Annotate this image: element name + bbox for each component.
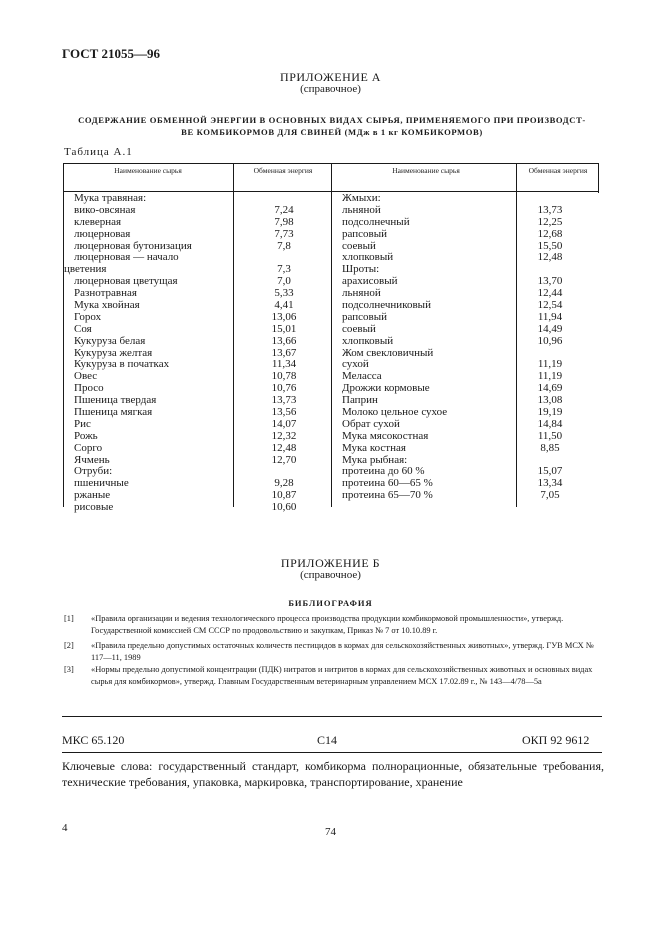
energy-value: 12,70 <box>271 453 297 466</box>
energy-value: 13,06 <box>271 310 297 323</box>
material-name: протеина 65—70 % <box>342 489 433 502</box>
energy-value: 7,98 <box>274 215 294 228</box>
appendix-b-subtitle: (справочное) <box>300 569 361 581</box>
energy-value: 12,48 <box>271 441 297 454</box>
table-right-column <box>342 193 597 502</box>
table-row <box>74 324 332 336</box>
material-name: льняной <box>342 287 381 300</box>
material-name: Соя <box>74 322 92 335</box>
table-row <box>74 502 332 514</box>
energy-value: 8,85 <box>540 441 560 454</box>
bibliography-item-text: «Нормы предельно допустимой концентрации (ПДК) нитратов и нитритов в кормах для сельскохозяйственных животных и основных видах сырья для комбикормов», утвержд. Главным Государственным ветеринарным управлением МСХ 17.02.89 г., № 143—4/78—5а <box>91 665 593 686</box>
table-row <box>342 431 597 443</box>
document-code: ГОСТ 21055—96 <box>62 46 161 61</box>
material-name: Мука мясокостная <box>342 429 429 442</box>
material-name: сухой <box>342 358 369 371</box>
table-caption: Таблица А.1 <box>64 146 133 158</box>
energy-value: 7,8 <box>277 239 291 252</box>
appendix-a-title: ПРИЛОЖЕНИЕ А <box>280 70 381 84</box>
appendix-a-subtitle: (справочное) <box>300 83 361 95</box>
energy-value: 11,94 <box>537 310 563 323</box>
energy-value: 10,78 <box>271 370 297 383</box>
material-name: Мука травяная: <box>74 192 147 204</box>
material-name: льняной <box>342 203 381 216</box>
page-number: 74 <box>325 826 336 838</box>
material-name: Мука хвойная <box>74 299 140 312</box>
material-name: протеина до 60 % <box>342 465 425 478</box>
energy-value: 10,76 <box>271 382 297 395</box>
energy-value: 14,69 <box>537 382 563 395</box>
energy-value: 7,3 <box>277 263 291 276</box>
table-row <box>74 205 332 217</box>
table-heading <box>62 114 602 138</box>
material-name: люцерновая бутонизация <box>74 239 192 252</box>
footer-divider-bottom <box>62 752 602 753</box>
energy-value: 7,05 <box>540 489 560 502</box>
table-row <box>74 336 332 348</box>
material-name: Мука рыбная: <box>342 453 408 466</box>
material-name: Ячмень <box>74 453 110 466</box>
energy-value: 12,32 <box>271 429 297 442</box>
material-name: хлопковый <box>342 334 394 347</box>
material-name: Пшеница мягкая <box>74 406 153 419</box>
table-row <box>342 324 597 336</box>
energy-value: 19,19 <box>537 406 563 419</box>
header-name-left: Наименование сырья <box>114 166 182 175</box>
footer-code: С14 <box>317 733 338 747</box>
header-name-right: Наименование сырья <box>392 166 460 175</box>
energy-value: 7,24 <box>274 203 294 216</box>
material-name: Молоко цельное сухое <box>342 406 448 419</box>
energy-value: 12,44 <box>537 287 563 300</box>
energy-value: 7,73 <box>274 227 294 240</box>
material-name: подсолнечный <box>342 215 410 228</box>
material-name: рапсовый <box>342 310 387 323</box>
energy-value: 11,50 <box>537 429 563 442</box>
energy-value: 13,70 <box>537 275 563 288</box>
table-heading-line-2: ВЕ КОМБИКОРМОВ ДЛЯ СВИНЕЙ (МДж в 1 кг КОМБИКОРМОВ) <box>181 127 483 137</box>
energy-value: 11,19 <box>537 370 563 383</box>
material-name: Обрат сухой <box>342 417 400 430</box>
bibliography-item-text: «Правила предельно допустимых остаточных количеств пестицидов в кормах для сельскохозяйственных животных», утвержд. ГУВ МСХ № 117—11, 1989 <box>91 641 594 662</box>
energy-value: 13,08 <box>537 394 563 407</box>
material-name: соевый <box>342 239 376 252</box>
table-row <box>74 312 332 324</box>
material-name: Кукуруза желтая <box>74 346 153 359</box>
energy-value: 13,67 <box>271 346 297 359</box>
energy-value: 15,50 <box>537 239 563 252</box>
table-row <box>74 229 332 241</box>
energy-value: 13,66 <box>271 334 297 347</box>
material-name: люцерновая <box>74 227 131 240</box>
energy-value: 15,07 <box>537 465 563 478</box>
table-row <box>342 229 597 241</box>
energy-value: 12,68 <box>537 227 563 240</box>
material-name: арахисовый <box>342 275 398 288</box>
table-row <box>74 443 332 455</box>
material-name: Овес <box>74 370 98 383</box>
material-name: хлопковый <box>342 251 394 264</box>
energy-value: 12,54 <box>537 299 563 312</box>
energy-value: 11,34 <box>271 358 297 371</box>
material-name: цветения <box>64 263 107 276</box>
material-name: Мука костная <box>342 441 406 454</box>
material-name: Шроты: <box>342 263 380 276</box>
material-name: Рожь <box>74 429 98 442</box>
table-left-column <box>64 192 332 514</box>
energy-value: 12,48 <box>537 251 563 264</box>
energy-value: 4,41 <box>274 299 294 312</box>
energy-value: 7,0 <box>277 275 291 288</box>
material-name: Пшеница твердая <box>74 394 157 407</box>
material-name: рисовые <box>74 501 114 514</box>
energy-value: 14,07 <box>271 417 297 430</box>
table-heading-line-1: СОДЕРЖАНИЕ ОБМЕННОЙ ЭНЕРГИИ В ОСНОВНЫХ ВИДАХ СЫРЬЯ, ПРИМЕНЯЕМОГО ПРИ ПРОИЗВОДСТ- <box>78 115 586 125</box>
table-row <box>342 443 597 455</box>
table-row <box>342 252 597 264</box>
bibliography-item-text: «Правила организации и ведения технологического процесса производства продукции комбикормовой промышленности», утвержд. Государственной комиссией СМ СССР по продовольствию и закупкам, Приказ № 7 от 10.10.89 г. <box>91 614 564 635</box>
table-row <box>74 431 332 443</box>
material-name: вико-овсяная <box>74 203 136 216</box>
bibliography-item-number: [1] <box>64 614 74 623</box>
bibliography-item-number: [2] <box>64 641 74 650</box>
material-name: Кукуруза в початках <box>74 358 170 371</box>
footer-okp: ОКП 92 9612 <box>522 733 590 747</box>
table-border-right <box>598 163 599 193</box>
energy-value: 9,28 <box>274 477 294 490</box>
material-name: Кукуруза белая <box>74 334 146 347</box>
energy-value: 14,84 <box>537 417 563 430</box>
material-name: Горох <box>74 310 102 323</box>
material-name: Паприн <box>342 394 378 407</box>
energy-value: 12,25 <box>537 215 563 228</box>
material-name: люцерновая — начало <box>74 251 179 264</box>
material-name: соевый <box>342 322 376 335</box>
table-row <box>342 336 597 348</box>
material-name: Просо <box>74 382 104 395</box>
material-name: протеина 60—65 % <box>342 477 433 490</box>
header-value-right: Обменная энергия <box>528 166 588 175</box>
energy-value: 11,19 <box>537 358 563 371</box>
bibliography-item-number: [3] <box>64 665 74 674</box>
appendix-b-title: ПРИЛОЖЕНИЕ Б <box>280 556 381 570</box>
material-name: Разнотравная <box>74 287 137 300</box>
energy-value: 5,33 <box>274 287 294 300</box>
header-value-left: Обменная энергия <box>253 166 313 175</box>
material-name: рапсовый <box>342 227 387 240</box>
bibliography-title: БИБЛИОГРАФИЯ <box>288 598 373 608</box>
energy-value: 15,01 <box>271 322 297 335</box>
material-name: пшеничные <box>74 477 129 490</box>
material-name: Рис <box>74 417 91 430</box>
table-row <box>74 455 332 467</box>
footer-mks: МКС 65.120 <box>62 733 125 747</box>
energy-value: 14,49 <box>537 322 563 335</box>
material-name: Отруби: <box>74 465 113 478</box>
footer-divider-top <box>62 716 602 717</box>
page-left-marker: 4 <box>62 822 68 834</box>
energy-value: 10,60 <box>271 501 297 514</box>
energy-value: 13,56 <box>271 406 297 419</box>
energy-value: 10,96 <box>537 334 563 347</box>
energy-value: 13,73 <box>271 394 297 407</box>
table-row <box>342 312 597 324</box>
keywords: Ключевые слова: государственный стандарт, комбикорма полнорационные, обязательные требования, технические требования, упаковка, маркировка, транспортирование, хранение <box>62 759 604 789</box>
material-name: клеверная <box>74 215 122 228</box>
energy-value: 13,73 <box>537 203 563 216</box>
energy-value: 10,87 <box>271 489 297 502</box>
material-name: Дрожжи кормовые <box>342 382 430 395</box>
energy-value: 13,34 <box>537 477 563 490</box>
table-row <box>342 217 597 229</box>
table-row <box>342 490 597 502</box>
table-border-left <box>63 163 64 507</box>
material-name: Жом свекловичный <box>342 346 434 359</box>
material-name: люцерновая цветущая <box>74 275 178 288</box>
material-name: ржаные <box>74 489 111 502</box>
table-row <box>74 252 332 264</box>
material-name: Сорго <box>74 441 103 454</box>
material-name: Меласса <box>342 370 382 383</box>
table-row <box>342 205 597 217</box>
material-name: подсолнечниковый <box>342 299 431 312</box>
material-name: Жмыхи: <box>342 192 381 204</box>
table-row <box>74 217 332 229</box>
